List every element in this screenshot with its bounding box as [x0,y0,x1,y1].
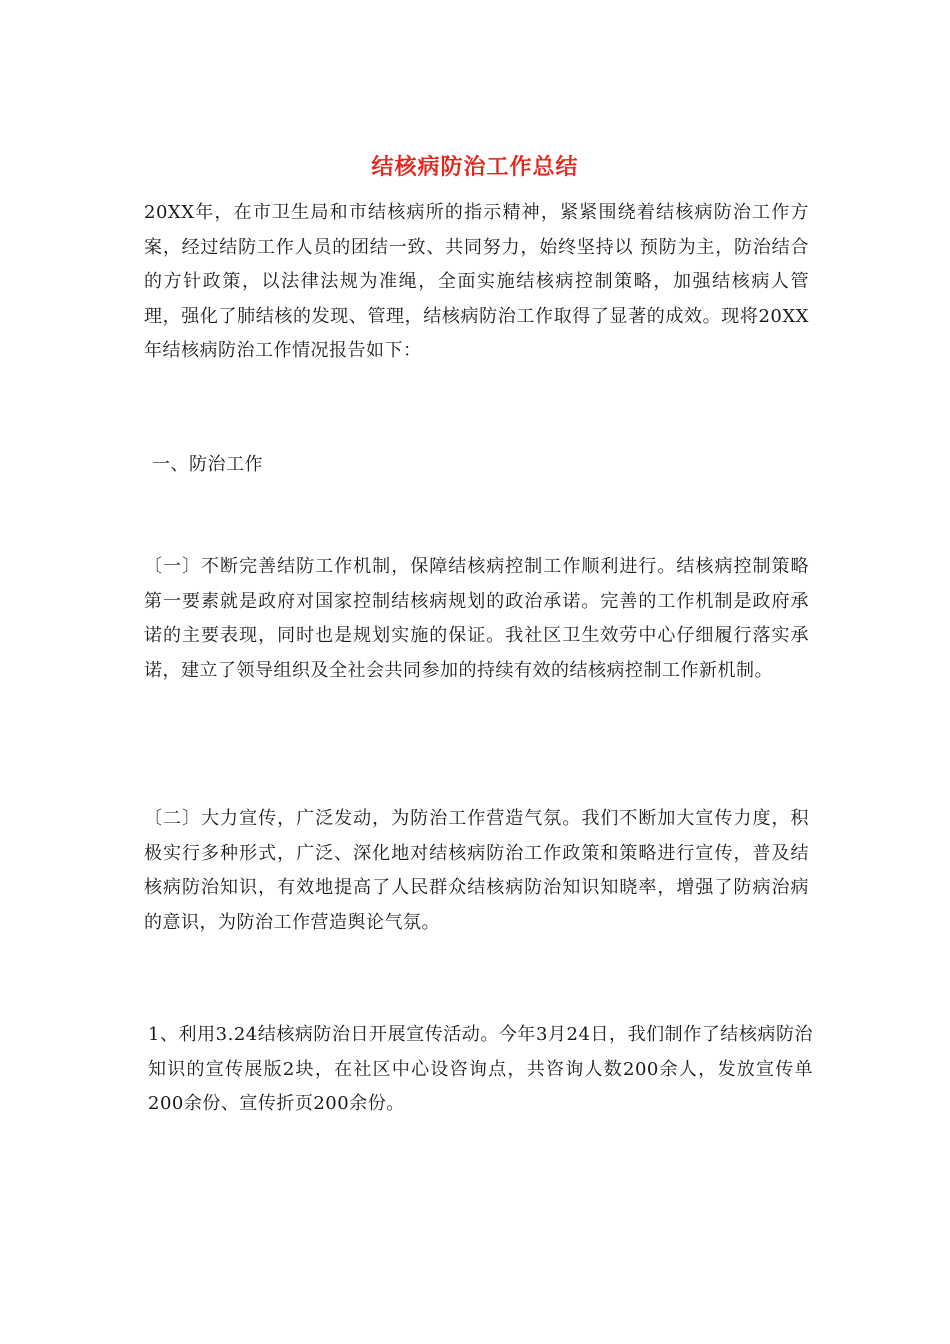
document-title: 结核病防治工作总结 [371,154,579,180]
section-heading-1: 一、防治工作 [152,454,263,475]
intro-paragraph: 20XX年，在市卫生局和市结核病所的指示精神，紧紧围绕着结核病防治工作方案，经过结防工作人员的团结一致、共同努力，始终坚持以 预防为主，防治结合 的方针政策，以法律法规为准绳，全面实施结核病控制策略，加强结核病人管理，强化了肺结核的发现、管理，结核病防治工作取得了显著的成效。现将20XX年结核病防治工作情况报告如下： [144,202,809,361]
list-item-1: 1、利用3.24结核病防治日开展宣传活动。今年3月24日，我们制作了结核病防治知识的宣传展版2块，在社区中心设咨询点，共咨询人数200余人，发放宣传单200余份、宣传折页200余份。 [148,1024,813,1114]
section-paragraph-2: 〔二〕大力宣传，广泛发动，为防治工作营造气氛。我们不断加大宣传力度，积极实行多种形式，广泛、深化地对结核病防治工作政策和策略进行宣传，普及结核病防治知识，有效地提高了人民群众结核病防治知识知晓率，增强了防病治病的意识，为防治工作营造舆论气氛。 [144,808,809,933]
section-paragraph-1: 〔一〕不断完善结防工作机制，保障结核病控制工作顺利进行。结核病控制策略第一要素就是政府对国家控制结核病规划的政治承诺。完善的工作机制是政府承诺的主要表现，同时也是规划实施的保证。我社区卫生效劳中心仔细履行落实承诺，建立了领导组织及全社会共同参加的持续有效的结核病控制工作新机制。 [144,556,809,681]
